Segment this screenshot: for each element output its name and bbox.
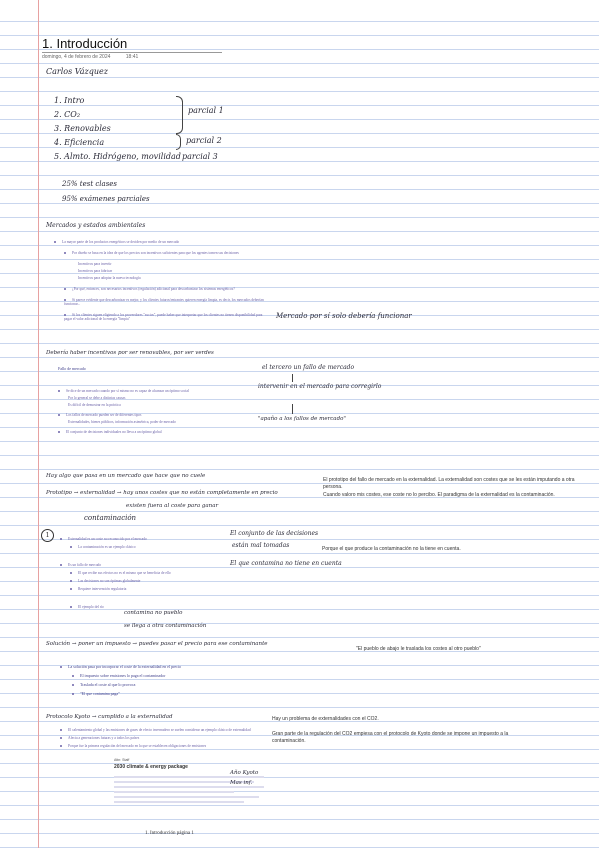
- clip-bullet: Incentivos para invertir: [78, 262, 112, 266]
- clip-bullet: Las decisiones no son óptimas globalmente: [60, 579, 230, 583]
- clip-bullet: El calentamiento global y las emisiones de gases de efecto invernadero se suelen considerar un ejemplo clásico de externalidad: [60, 728, 265, 732]
- package-pretitle: Attn: Staff: [114, 758, 130, 762]
- brace-parcial-2: [176, 134, 181, 150]
- parcial-2-label: parcial 2: [186, 136, 222, 145]
- clip-bullet: Requiere intervención regulatoria: [60, 587, 230, 591]
- note-el-que: El que contamina no tiene en cuenta: [230, 560, 342, 567]
- kyoto-clipping: [60, 728, 265, 748]
- clip-bullet: Por diseño se basa en la idea de que los precios son incentivos suficientes para que los agentes tomen sus decisiones: [54, 251, 264, 255]
- mercados-heading: Mercados y estados ambientales: [46, 222, 146, 229]
- circle-one-marker: 1: [41, 529, 54, 542]
- parcial-3-label: parcial 3: [182, 152, 218, 161]
- clip-bullet: "El que contamina paga": [60, 691, 270, 696]
- typed-porque: Porque el que produce la contaminación no la tiene en cuenta.: [322, 546, 461, 552]
- page-datetime: [42, 54, 138, 60]
- note-solucion: Solución → poner un impuesto → puedes pasar el precio para ese contaminante: [46, 641, 268, 647]
- clip-bullet: El que recibe sus efectos no es el mismo que se beneficia de ello: [60, 571, 230, 575]
- note-protocolo: Protocolo Kyoto → cumplido a la externalidad: [46, 714, 173, 720]
- brace-parcial-1: [176, 96, 183, 134]
- solucion-clipping: [60, 664, 270, 696]
- clip-bullet: Incentivos para adoptar la nueva tecnología: [78, 276, 141, 280]
- note-hay-algo: Hay algo que pasa en un mercado que hace que no cuele: [46, 473, 206, 479]
- clip-bullet: Externalidades, bienes públicos, información asimétrica, poder de mercado: [68, 420, 176, 424]
- clip-bullet: Porque fue la primera regulación del mercado en la que se establecen obligaciones de emisiones: [60, 744, 265, 748]
- clip-bullet: La mayor parte de los productos energéticos se deciden por medio de un mercado: [54, 240, 266, 244]
- clip-bullet: Traslada el coste al que lo provoca: [60, 682, 270, 687]
- page-time: 18:41: [125, 54, 139, 60]
- note-conjunto-2: están mal tomadas: [232, 542, 290, 549]
- package-handnote-2: Mas inf.: [230, 780, 253, 786]
- note-apano: "apaño a los fallos de mercado": [258, 416, 346, 422]
- clip-bullet: ¿Por qué, entonces, son necesarios incentivos (regulación) adicional para descarbonizar los sistemas energéticos?: [54, 287, 264, 291]
- clip-bullet: Afecta a generaciones futuras y a todos los países: [60, 736, 265, 740]
- outline-item-4: 4. Eficiencia: [54, 138, 105, 147]
- package-title: 2030 climate & energy package: [114, 764, 188, 770]
- note-se-llega: se llega a otra contaminación: [124, 623, 207, 629]
- package-handnote: Año Kyoto: [230, 770, 259, 776]
- fallos-clipping: [58, 366, 268, 437]
- outline-item-3: 3. Renovables: [54, 124, 111, 133]
- clip-bullet: Si parece evidente que descarbonizar es mejor, y los clientes futuros/entrantes quieren energía limpia, es decir, los mercados deberían funcionar...: [64, 298, 264, 306]
- typed-cuando: Cuando valoro mis costes, ese coste no lo percibo. El paradigma de la externalidad es la contaminación.: [323, 492, 555, 498]
- clip-bullet: El ejemplo del río: [60, 605, 230, 609]
- mercados-clipping: [54, 240, 266, 321]
- note-contamina-no: contamina no pueblo: [124, 610, 183, 616]
- author-name: Carlos Vázquez: [46, 67, 108, 76]
- externalidad-clipping: [60, 537, 230, 609]
- page-title[interactable]: 1. Introducción: [42, 36, 128, 51]
- typed-pueblo: "El pueblo de abajo le traslada los costes al otro pueblo": [356, 646, 481, 652]
- note-conjunto-1: El conjunto de las decisiones: [230, 530, 319, 537]
- note-deberia: Debería haber incentivos por ser renovables, por ser verdes: [46, 350, 214, 356]
- title-rule: [42, 52, 222, 53]
- outline-item-1: 1. Intro: [54, 96, 85, 105]
- clip-bullet: Los fallos de mercado pueden ser de diferentes tipos: [58, 413, 268, 417]
- grade-line-1: 25% test clases: [62, 180, 118, 188]
- margin-line: [38, 0, 39, 848]
- clip-bullet: Incentivos para fabricar: [78, 269, 113, 273]
- clip-bullet: Por lo general se debe a distintas causas: [68, 396, 126, 400]
- page-date: domingo, 4 de febrero de 2024: [42, 54, 111, 60]
- note-intervenir: intervenir en el mercado para corregirlo: [258, 383, 382, 390]
- clip-bullet: El impuesto sobre emisiones lo paga el contaminador: [60, 673, 270, 678]
- package-screenshot: [114, 758, 269, 818]
- parcial-1-label: parcial 1: [188, 106, 224, 115]
- outline-item-2: 2. CO₂: [54, 110, 81, 119]
- note-mercado-1: Mercado por sí solo debería funcionar: [276, 312, 412, 320]
- page-footer: 1. Introducción página 1: [145, 831, 194, 836]
- arrow-down: [292, 374, 293, 382]
- arrow-down: [292, 404, 293, 414]
- clip-bullet: Externalidad es un coste no reconocido por el mercado: [60, 537, 230, 541]
- typed-prototipo: El prototipo del fallo de mercado en la externalidad. La externalidad son costes que se les están imputando a otra persona.: [323, 477, 575, 490]
- note-prototipo: Prototipo → externalidad → hay unos costes que no están completamente en precio: [46, 490, 278, 496]
- clip-bullet: Es difícil de demostrar en la práctica: [68, 403, 121, 407]
- clip-bullet: Es un fallo de mercado: [60, 563, 230, 567]
- clip-bullet: La contaminación es un ejemplo clásico: [60, 545, 230, 549]
- grade-line-2: 95% exámenes parciales: [62, 195, 150, 203]
- outline-item-5: 5. Almto. Hidrógeno, movilidad: [54, 152, 181, 161]
- clip-bullet: Si los clientes siguen eligiendo a los proveedores "sucios", puede haber que interpretar que los clientes no tienen disponibilidad para pagar el valor adicional de la energía "limpia": [64, 313, 263, 321]
- note-existen: existen fuera al coste para ganar: [126, 503, 219, 509]
- clip-bullet: Se dice de un mercado cuando por sí mismo no es capaz de alcanzar un óptimo social: [58, 389, 268, 393]
- note-contaminacion: contaminación: [84, 514, 137, 522]
- fallos-title: Fallo de mercado: [58, 366, 86, 371]
- typed-gran-parte: Gran parte de la regulación del CO2 empiesa con el protocolo de Kyoto donde se impone un impuesto a la contaminación.: [272, 731, 509, 744]
- clip-bullet: La solución pasa por incorporar el coste de la externalidad en el precio: [60, 664, 270, 669]
- clip-bullet: El conjunto de decisiones individuales no lleva a un óptimo global: [58, 430, 268, 434]
- note-tercero: el tercero un fallo de mercado: [262, 364, 355, 371]
- typed-problema: Hay un problema de externalidades con el CO2.: [272, 716, 379, 722]
